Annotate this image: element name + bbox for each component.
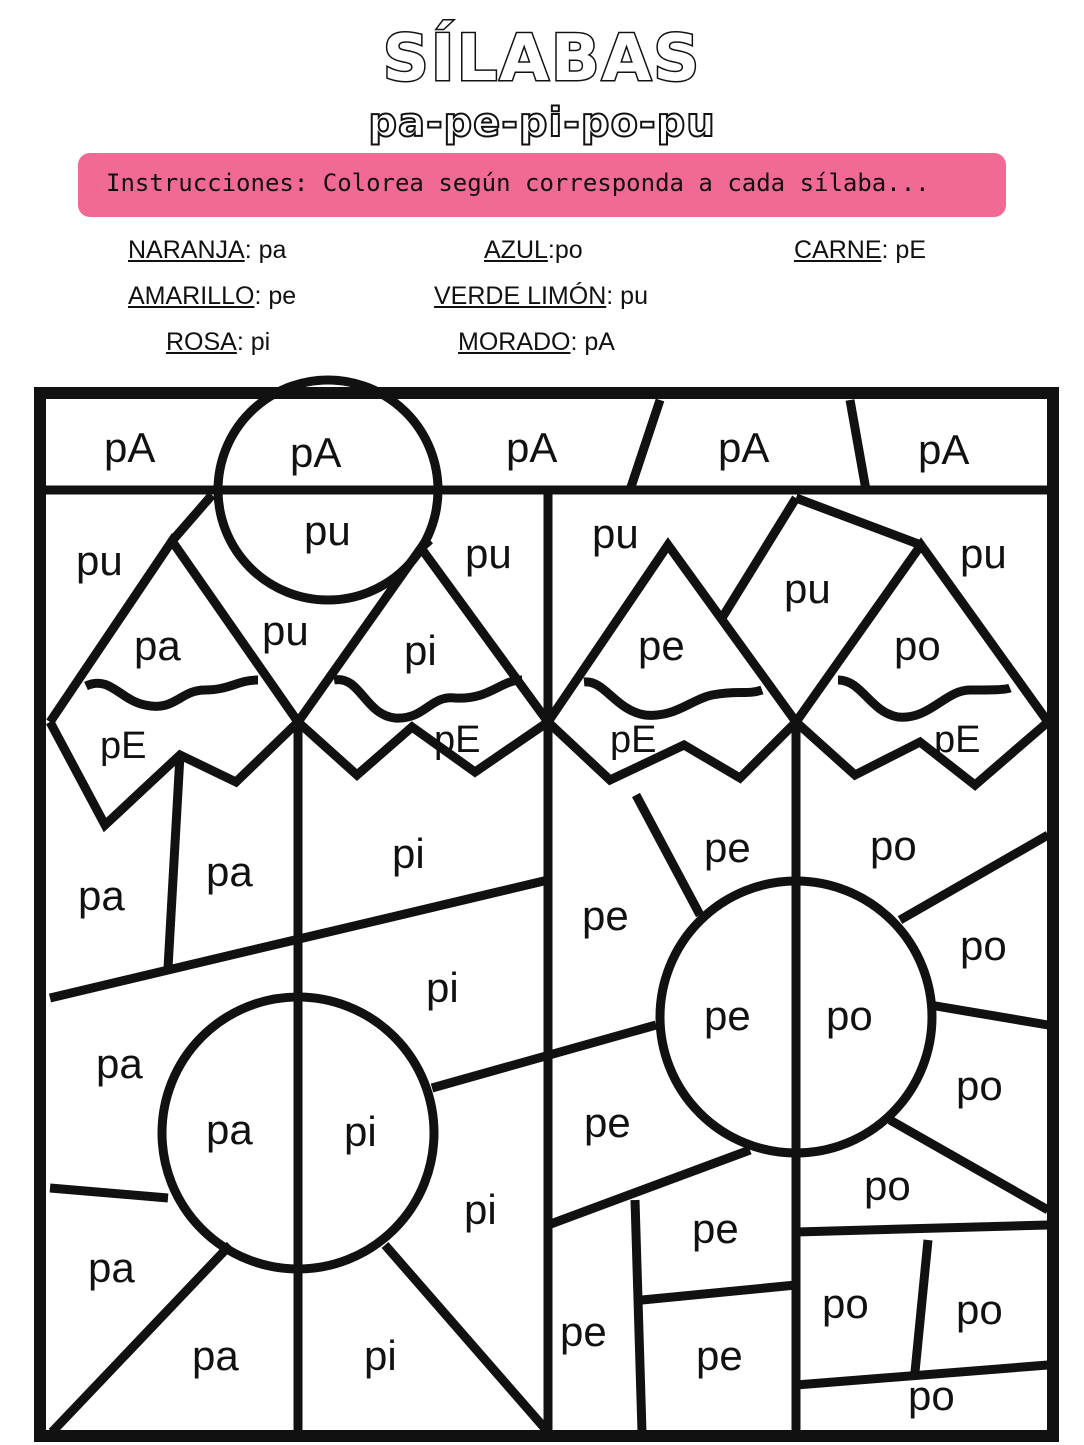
cell-syllable: pe bbox=[704, 824, 751, 871]
cell-syllable: pe bbox=[584, 1099, 631, 1146]
instructions-text: Instrucciones: Colorea según corresponda a cada sílaba... bbox=[106, 169, 930, 197]
cell-syllable: pu bbox=[465, 530, 512, 577]
cell-syllable: pi bbox=[464, 1186, 497, 1233]
cell-syllable: pe bbox=[560, 1308, 607, 1355]
legend-item-carne: CARNE: pE bbox=[794, 236, 927, 264]
cell-syllable: pa bbox=[96, 1040, 143, 1087]
cell-syllable: pu bbox=[304, 507, 351, 554]
cell-syllable: pi bbox=[392, 830, 425, 877]
legend-item-morado: MORADO: pA bbox=[458, 328, 615, 356]
cell-syllable: pu bbox=[262, 607, 309, 654]
cell-syllable: po bbox=[894, 622, 941, 669]
cell-syllable: pu bbox=[592, 510, 639, 557]
cell-syllable: pi bbox=[426, 964, 459, 1011]
cell-syllable: pE bbox=[100, 725, 147, 767]
cell-syllable: pe bbox=[692, 1205, 739, 1252]
cell-syllable: pa bbox=[206, 848, 253, 895]
cell-syllable: pA bbox=[104, 424, 156, 471]
cell-syllable: pa bbox=[78, 872, 125, 919]
cell-syllable: pi bbox=[344, 1108, 377, 1155]
cell-syllable: pa bbox=[134, 622, 181, 669]
cell-syllable: pE bbox=[934, 719, 981, 761]
cell-syllable: pe bbox=[582, 892, 629, 939]
cell-syllable: po bbox=[908, 1372, 955, 1419]
cell-syllable: po bbox=[870, 822, 917, 869]
cell-syllable: pi bbox=[364, 1332, 397, 1379]
cell-syllable: pu bbox=[960, 530, 1007, 577]
cell-syllable: pA bbox=[506, 424, 558, 471]
worksheet-subtitle: pa-pe-pi-po-pu bbox=[368, 100, 716, 146]
cell-syllable: po bbox=[826, 992, 873, 1039]
cell-syllable: po bbox=[956, 1286, 1003, 1333]
legend-item-rosa: ROSA: pi bbox=[166, 328, 271, 356]
cell-syllable: po bbox=[960, 922, 1007, 969]
legend-item-amarillo: AMARILLO: pe bbox=[128, 282, 297, 310]
cell-syllable: pe bbox=[704, 992, 751, 1039]
cell-syllable: pi bbox=[404, 627, 437, 674]
cell-syllable: pa bbox=[88, 1244, 135, 1291]
legend-item-verde-limon: VERDE LIMÓN: pu bbox=[434, 282, 648, 310]
cell-syllable: pA bbox=[918, 426, 970, 473]
cell-syllable: pa bbox=[206, 1106, 253, 1153]
cell-syllable: pe bbox=[696, 1332, 743, 1379]
cell-syllable: pA bbox=[290, 429, 342, 476]
cell-syllable: pE bbox=[610, 719, 657, 761]
cell-syllable: pu bbox=[784, 565, 831, 612]
worksheet-title: SÍLABAS bbox=[382, 22, 702, 96]
cell-syllable: pA bbox=[718, 424, 770, 471]
legend-item-azul: AZUL:po bbox=[484, 236, 583, 264]
cell-syllable: po bbox=[822, 1280, 869, 1327]
cell-syllable: pu bbox=[76, 537, 123, 584]
cell-syllable: pE bbox=[434, 719, 481, 761]
cell-syllable: po bbox=[864, 1162, 911, 1209]
cell-syllable: pa bbox=[192, 1332, 239, 1379]
cell-syllable: po bbox=[956, 1062, 1003, 1109]
legend-item-naranja: NARANJA: pa bbox=[128, 236, 287, 264]
cell-syllable: pe bbox=[638, 622, 685, 669]
